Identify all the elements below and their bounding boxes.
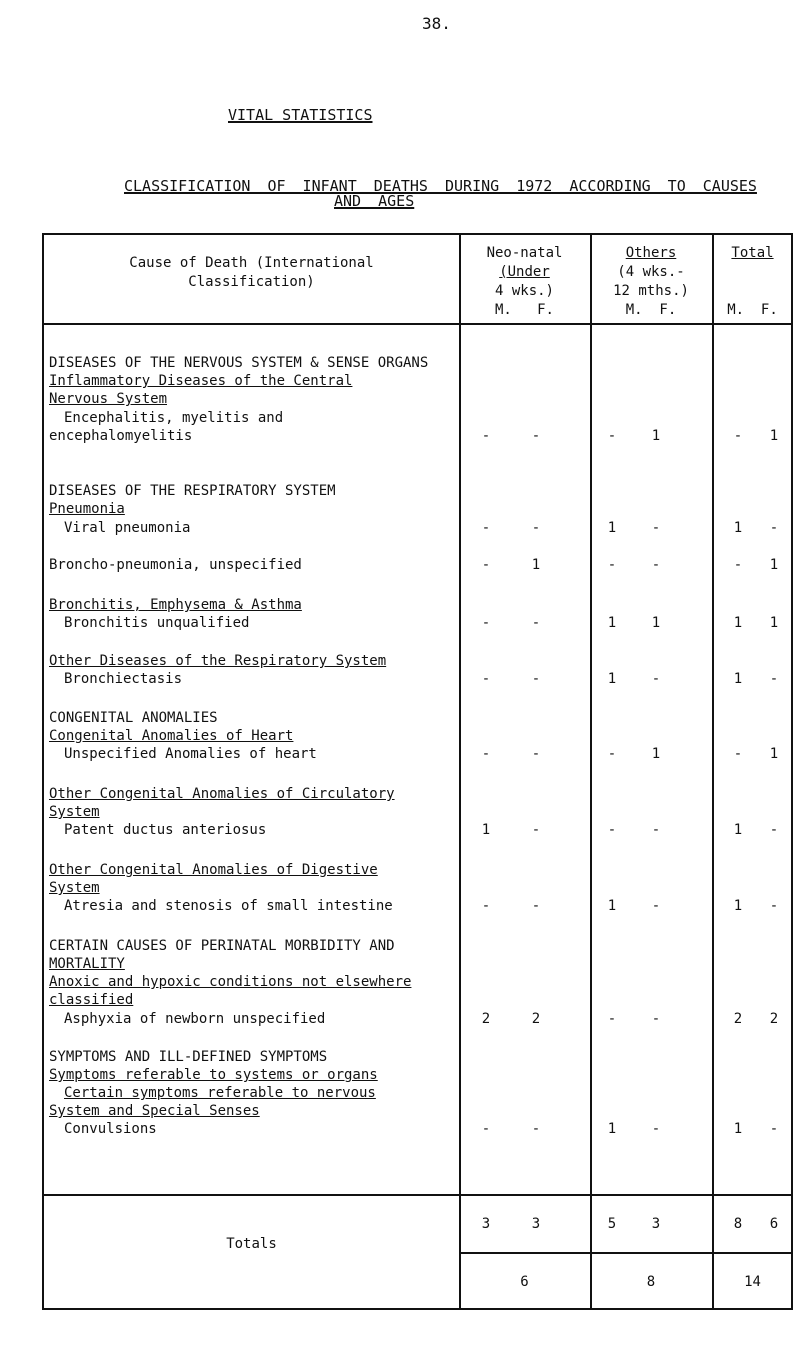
- value-cell: 1: [769, 746, 779, 762]
- header-divider: [44, 323, 791, 325]
- value-cell: 1: [733, 615, 743, 631]
- value-cell: 1: [651, 615, 661, 631]
- subsection-heading: Symptoms referable to systems or organs: [49, 1067, 378, 1083]
- cause-label: Convulsions: [64, 1121, 157, 1137]
- value-cell: -: [651, 1121, 661, 1137]
- cause-label: encephalomyelitis: [49, 428, 193, 444]
- subsection-heading: classified: [49, 992, 134, 1008]
- value-cell: 1: [769, 428, 779, 444]
- totals-split-divider: [459, 1252, 791, 1254]
- value-cell: -: [769, 898, 779, 914]
- header-total: Total M. F.: [727, 245, 778, 318]
- total-value: 3: [531, 1216, 541, 1232]
- value-cell: -: [733, 557, 743, 573]
- subsection-heading: Pneumonia: [49, 501, 125, 517]
- value-cell: -: [651, 822, 661, 838]
- cause-label: Broncho-pneumonia, unspecified: [49, 557, 302, 573]
- value-cell: 1: [607, 520, 617, 536]
- total-value: 3: [651, 1216, 661, 1232]
- subsection-heading: System and Special Senses: [49, 1103, 260, 1119]
- table-subtitle-continued: AND AGES: [334, 192, 415, 210]
- combined-total-neonatal: 6: [520, 1274, 529, 1290]
- infant-deaths-table: [42, 233, 793, 1310]
- cause-label: Atresia and stenosis of small intestine: [64, 898, 393, 914]
- subsection-heading: Other Congenital Anomalies of Circulatory: [49, 786, 395, 802]
- value-cell: 1: [733, 822, 743, 838]
- table-subtitle: CLASSIFICATION OF INFANT DEATHS DURING 1972 ACCORDING TO CAUSES: [124, 177, 757, 195]
- subsection-heading: Congenital Anomalies of Heart: [49, 728, 294, 744]
- total-value: 8: [733, 1216, 743, 1232]
- value-cell: -: [481, 428, 491, 444]
- section-heading-continued: MORTALITY: [49, 956, 125, 972]
- page-title: VITAL STATISTICS: [228, 106, 373, 124]
- subsection-heading: Anoxic and hypoxic conditions not elsewhere: [49, 974, 412, 990]
- cause-label: Patent ductus anteriosus: [64, 822, 267, 838]
- column-divider: [590, 235, 592, 1308]
- value-cell: 2: [481, 1011, 491, 1027]
- combined-total-all: 14: [744, 1274, 761, 1290]
- value-cell: -: [481, 671, 491, 687]
- value-cell: 2: [733, 1011, 743, 1027]
- value-cell: 1: [769, 557, 779, 573]
- section-heading: DISEASES OF THE RESPIRATORY SYSTEM: [49, 483, 336, 499]
- value-cell: 1: [651, 428, 661, 444]
- value-cell: 1: [607, 898, 617, 914]
- value-cell: -: [769, 822, 779, 838]
- value-cell: -: [733, 746, 743, 762]
- column-divider: [459, 235, 461, 1308]
- value-cell: -: [481, 1121, 491, 1137]
- value-cell: 1: [769, 615, 779, 631]
- value-cell: -: [651, 898, 661, 914]
- value-cell: 1: [733, 1121, 743, 1137]
- subsection-heading: System: [49, 804, 100, 820]
- cause-label: Asphyxia of newborn unspecified: [64, 1011, 326, 1027]
- section-heading: CERTAIN CAUSES OF PERINATAL MORBIDITY AND: [49, 938, 395, 954]
- combined-total-others: 8: [646, 1274, 656, 1290]
- value-cell: -: [481, 557, 491, 573]
- subsection-heading: Other Diseases of the Respiratory System: [49, 653, 387, 669]
- subsection-heading: Bronchitis, Emphysema & Asthma: [49, 597, 302, 613]
- header-cause: Cause of Death (International Classification): [129, 255, 374, 290]
- column-divider: [712, 235, 714, 1308]
- value-cell: -: [531, 671, 541, 687]
- section-heading: CONGENITAL ANOMALIES: [49, 710, 218, 726]
- cause-label: Bronchitis unqualified: [64, 615, 250, 631]
- value-cell: -: [607, 428, 617, 444]
- value-cell: -: [531, 520, 541, 536]
- section-heading: SYMPTOMS AND ILL-DEFINED SYMPTOMS: [49, 1049, 328, 1065]
- value-cell: 2: [531, 1011, 541, 1027]
- value-cell: -: [481, 898, 491, 914]
- cause-label: Encephalitis, myelitis and: [64, 410, 284, 426]
- value-cell: -: [531, 746, 541, 762]
- subsection-heading: Other Congenital Anomalies of Digestive: [49, 862, 378, 878]
- header-neonatal: Neo-natal (Under 4 wks.) M. F.: [486, 245, 563, 318]
- value-cell: -: [531, 898, 541, 914]
- section-heading: DISEASES OF THE NERVOUS SYSTEM & SENSE ORGANS: [49, 355, 429, 371]
- value-cell: -: [733, 428, 743, 444]
- value-cell: -: [651, 671, 661, 687]
- page-number: 38.: [422, 14, 451, 33]
- value-cell: -: [607, 557, 617, 573]
- value-cell: -: [481, 615, 491, 631]
- value-cell: -: [651, 557, 661, 573]
- value-cell: 1: [733, 671, 743, 687]
- value-cell: -: [769, 520, 779, 536]
- total-value: 3: [481, 1216, 491, 1232]
- value-cell: 1: [733, 898, 743, 914]
- value-cell: 1: [531, 557, 541, 573]
- cause-label: Bronchiectasis: [64, 671, 183, 687]
- value-cell: -: [607, 1011, 617, 1027]
- subsection-heading: Nervous System: [49, 391, 168, 407]
- total-value: 6: [769, 1216, 779, 1232]
- subsection-heading: System: [49, 880, 100, 896]
- cause-label: Viral pneumonia: [64, 520, 191, 536]
- subsection-heading: Certain symptoms referable to nervous: [64, 1085, 376, 1101]
- value-cell: -: [769, 671, 779, 687]
- value-cell: -: [481, 746, 491, 762]
- totals-label: Totals: [226, 1236, 277, 1252]
- total-value: 5: [607, 1216, 617, 1232]
- value-cell: -: [531, 822, 541, 838]
- value-cell: 1: [733, 520, 743, 536]
- value-cell: 1: [607, 615, 617, 631]
- totals-divider: [44, 1194, 791, 1196]
- value-cell: 1: [651, 746, 661, 762]
- value-cell: 1: [607, 671, 617, 687]
- value-cell: -: [531, 615, 541, 631]
- value-cell: -: [607, 822, 617, 838]
- value-cell: -: [531, 1121, 541, 1137]
- value-cell: -: [531, 428, 541, 444]
- subsection-heading: Inflammatory Diseases of the Central: [49, 373, 353, 389]
- value-cell: -: [481, 520, 491, 536]
- header-others: Others (4 wks.- 12 mths.) M. F.: [613, 245, 689, 318]
- cause-label: Unspecified Anomalies of heart: [64, 746, 317, 762]
- value-cell: -: [651, 520, 661, 536]
- value-cell: 1: [481, 822, 491, 838]
- value-cell: 1: [607, 1121, 617, 1137]
- value-cell: -: [651, 1011, 661, 1027]
- value-cell: -: [607, 746, 617, 762]
- value-cell: -: [769, 1121, 779, 1137]
- value-cell: 2: [769, 1011, 779, 1027]
